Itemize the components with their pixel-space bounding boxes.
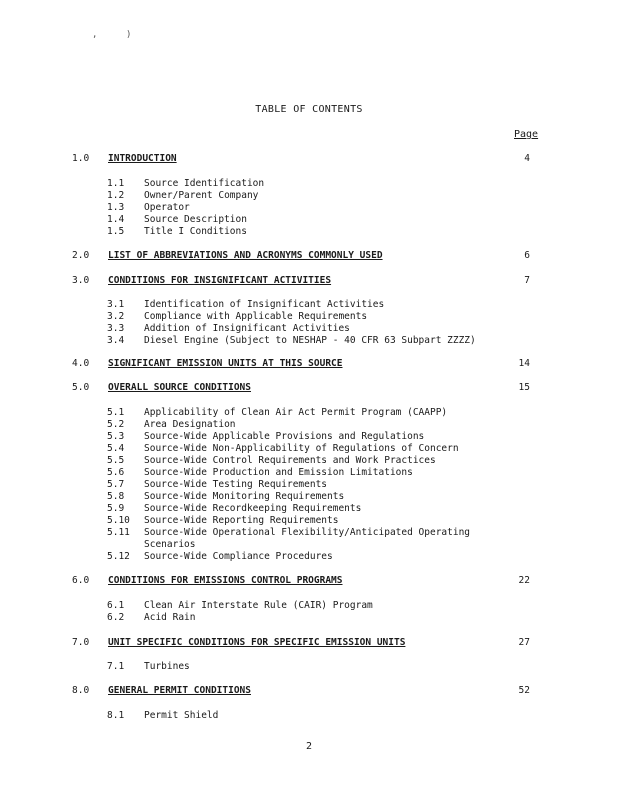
section-title: UNIT SPECIFIC CONDITIONS FOR SPECIFIC EMISSION UNITS bbox=[108, 637, 406, 648]
section-number: 8.0 bbox=[72, 685, 90, 696]
section-number: 6.0 bbox=[72, 575, 90, 586]
subsection-number: 8.1 bbox=[107, 710, 125, 721]
subsection-number: 1.3 bbox=[107, 202, 125, 213]
subsection-title: Diesel Engine (Subject to NESHAP - 40 CFR 63 Subpart ZZZZ) bbox=[144, 335, 476, 346]
section-number: 4.0 bbox=[72, 358, 90, 369]
subsection-title: Source Description bbox=[144, 214, 247, 225]
subsection-number: 3.1 bbox=[107, 299, 125, 310]
subsection-title: Compliance with Applicable Requirements bbox=[144, 311, 368, 322]
subsection-number: 5.5 bbox=[107, 455, 125, 466]
subsection-title: Source Identification bbox=[144, 178, 265, 189]
subsection-title: Source-Wide Production and Emission Limitations bbox=[144, 467, 413, 478]
subsection-number: 3.2 bbox=[107, 311, 125, 322]
section-page: 52 bbox=[518, 685, 530, 696]
section-title: CONDITIONS FOR INSIGNIFICANT ACTIVITIES bbox=[108, 275, 332, 286]
section-number: 7.0 bbox=[72, 637, 90, 648]
subsection-title: Source-Wide Non-Applicability of Regulations of Concern bbox=[144, 443, 459, 454]
subsection-title: Identification of Insignificant Activities bbox=[144, 299, 385, 310]
section-title: INTRODUCTION bbox=[108, 153, 177, 164]
subsection-title: Addition of Insignificant Activities bbox=[144, 323, 350, 334]
section-page: 27 bbox=[518, 637, 530, 648]
section-title: GENERAL PERMIT CONDITIONS bbox=[108, 685, 251, 696]
subsection-title: Source-Wide Monitoring Requirements bbox=[144, 491, 345, 502]
section-page: 7 bbox=[524, 275, 530, 286]
subsection-number: 5.1 bbox=[107, 407, 125, 418]
section-number: 5.0 bbox=[72, 382, 90, 393]
section-number: 2.0 bbox=[72, 250, 90, 261]
subsection-number: 1.2 bbox=[107, 190, 125, 201]
subsection-number: 5.7 bbox=[107, 479, 125, 490]
subsection-title: Turbines bbox=[144, 661, 190, 672]
subsection-title: Clean Air Interstate Rule (CAIR) Program bbox=[144, 600, 373, 611]
subsection-number: 7.1 bbox=[107, 661, 125, 672]
scan-mark-left: , bbox=[92, 30, 98, 40]
subsection-number: 5.4 bbox=[107, 443, 125, 454]
subsection-title: Title I Conditions bbox=[144, 226, 247, 237]
section-title: CONDITIONS FOR EMISSIONS CONTROL PROGRAMS bbox=[108, 575, 343, 586]
subsection-number: 1.5 bbox=[107, 226, 125, 237]
subsection-title: Acid Rain bbox=[144, 612, 196, 623]
subsection-number: 5.6 bbox=[107, 467, 125, 478]
subsection-title: Source-Wide Applicable Provisions and Regulations bbox=[144, 431, 425, 442]
subsection-title: Source-Wide Testing Requirements bbox=[144, 479, 328, 490]
section-title: SIGNIFICANT EMISSION UNITS AT THIS SOURCE bbox=[108, 358, 343, 369]
subsection-number: 3.3 bbox=[107, 323, 125, 334]
subsection-number: 5.10 bbox=[107, 515, 130, 526]
subsection-number: 5.3 bbox=[107, 431, 125, 442]
subsection-number: 5.9 bbox=[107, 503, 125, 514]
subsection-title: Owner/Parent Company bbox=[144, 190, 259, 201]
section-title: OVERALL SOURCE CONDITIONS bbox=[108, 382, 251, 393]
section-page: 15 bbox=[518, 382, 530, 393]
subsection-number: 3.4 bbox=[107, 335, 125, 346]
scan-mark-right: ) bbox=[126, 30, 132, 40]
section-page: 14 bbox=[518, 358, 530, 369]
section-title: LIST OF ABBREVIATIONS AND ACRONYMS COMMONLY USED bbox=[108, 250, 383, 261]
subsection-title: Source-Wide Operational Flexibility/Anticipated Operating bbox=[144, 527, 471, 538]
section-page: 22 bbox=[518, 575, 530, 586]
subsection-number: 6.1 bbox=[107, 600, 125, 611]
subsection-number: 1.1 bbox=[107, 178, 125, 189]
subsection-title: Source-Wide Recordkeeping Requirements bbox=[144, 503, 362, 514]
subsection-number: 5.8 bbox=[107, 491, 125, 502]
subsection-title-continued: Scenarios bbox=[144, 539, 196, 550]
subsection-title: Operator bbox=[144, 202, 190, 213]
subsection-title: Area Designation bbox=[144, 419, 236, 430]
toc-title: TABLE OF CONTENTS bbox=[255, 104, 363, 115]
subsection-number: 5.2 bbox=[107, 419, 125, 430]
subsection-title: Applicability of Clean Air Act Permit Program (CAAPP) bbox=[144, 407, 448, 418]
section-number: 1.0 bbox=[72, 153, 90, 164]
subsection-title: Permit Shield bbox=[144, 710, 219, 721]
section-page: 4 bbox=[524, 153, 530, 164]
subsection-title: Source-Wide Reporting Requirements bbox=[144, 515, 339, 526]
section-page: 6 bbox=[524, 250, 530, 261]
subsection-title: Source-Wide Compliance Procedures bbox=[144, 551, 333, 562]
subsection-number: 6.2 bbox=[107, 612, 125, 623]
subsection-number: 5.11 bbox=[107, 527, 130, 538]
subsection-number: 5.12 bbox=[107, 551, 130, 562]
subsection-number: 1.4 bbox=[107, 214, 125, 225]
subsection-title: Source-Wide Control Requirements and Work Practices bbox=[144, 455, 436, 466]
section-number: 3.0 bbox=[72, 275, 90, 286]
page-number: 2 bbox=[305, 741, 313, 752]
page-column-header: Page bbox=[514, 129, 539, 140]
